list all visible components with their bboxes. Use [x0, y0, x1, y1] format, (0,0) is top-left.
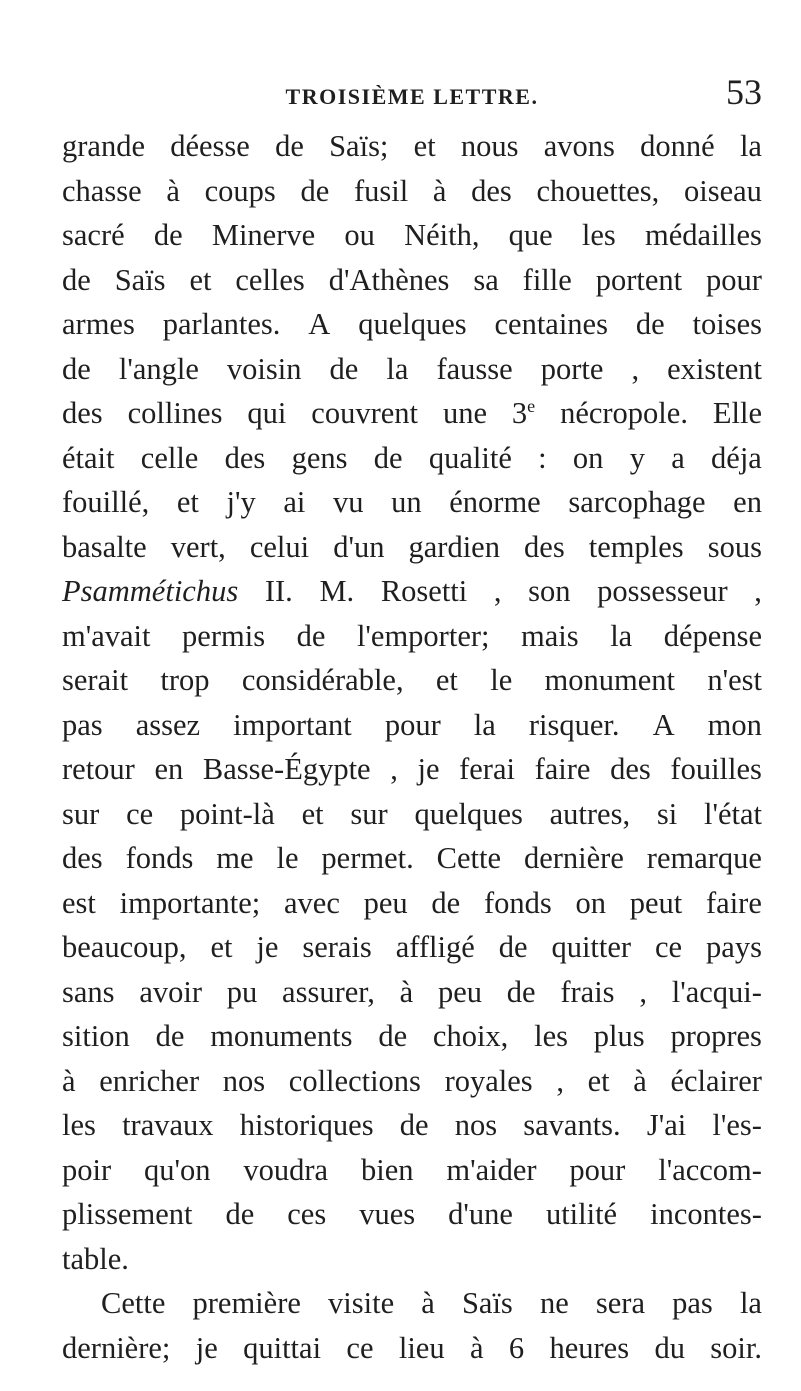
- word: on: [575, 885, 606, 920]
- word: assez: [135, 707, 201, 742]
- text-line: [62, 258, 762, 303]
- word: :: [538, 440, 547, 475]
- word: les: [62, 1108, 96, 1142]
- word: éclairer: [670, 1063, 762, 1098]
- word: Saïs;: [329, 129, 389, 163]
- word: frais: [560, 974, 615, 1009]
- word: l'acqui-: [671, 974, 762, 1009]
- word: de: [373, 440, 403, 475]
- text-line: [62, 124, 762, 169]
- word: voudra: [243, 1152, 329, 1187]
- word: est: [62, 885, 96, 920]
- word: ferai: [459, 752, 515, 786]
- word: du: [654, 1330, 685, 1365]
- text-line: [62, 658, 762, 703]
- word: fonds: [483, 885, 552, 920]
- word: ,: [493, 574, 502, 608]
- word: l'état: [704, 796, 762, 831]
- word: possesseur: [597, 574, 728, 608]
- word: à: [432, 173, 447, 208]
- word: vu: [333, 485, 364, 519]
- word: permet.: [321, 841, 414, 875]
- word: l'accom-: [658, 1152, 762, 1187]
- word: nos: [222, 1063, 266, 1098]
- text-line: [62, 1192, 762, 1237]
- word: heures: [549, 1330, 630, 1365]
- word: n'est: [707, 663, 762, 697]
- word: de: [62, 351, 91, 386]
- word: des: [610, 752, 651, 786]
- word: poir: [62, 1152, 112, 1187]
- word: le: [276, 841, 299, 875]
- word: serais: [302, 930, 372, 964]
- word: risquer.: [528, 707, 620, 742]
- text-line: [62, 925, 762, 970]
- word: la: [739, 1286, 762, 1320]
- text-line: [62, 480, 762, 525]
- word: temples: [588, 529, 684, 564]
- word: à: [166, 173, 180, 208]
- word: II.: [264, 574, 293, 608]
- word: pays: [706, 930, 762, 964]
- word: de: [399, 1108, 429, 1142]
- word: sur: [62, 796, 100, 831]
- word: la: [386, 351, 409, 386]
- word: qualité: [428, 440, 512, 475]
- word: mais: [521, 618, 579, 653]
- text-line: [62, 302, 762, 347]
- word: parlantes.: [162, 307, 281, 341]
- word: sarcophage: [568, 485, 706, 519]
- word: ce: [126, 796, 154, 831]
- word: pour: [706, 262, 762, 297]
- word: ces: [287, 1197, 327, 1231]
- word: gens: [291, 440, 348, 475]
- word: monuments: [210, 1019, 353, 1053]
- word: en: [154, 752, 184, 786]
- text-line: [62, 836, 762, 881]
- word: ou: [344, 218, 375, 252]
- word: quitter: [551, 930, 632, 964]
- text-line: [62, 703, 762, 748]
- word: d'un: [333, 529, 385, 564]
- word: ai: [283, 485, 306, 519]
- word: affligé: [395, 930, 475, 964]
- word: de: [498, 930, 528, 964]
- word: de: [329, 351, 359, 386]
- word: nécropole.: [560, 396, 688, 430]
- word: chasse: [62, 173, 142, 208]
- word: l'angle: [118, 351, 199, 386]
- word: de: [296, 618, 326, 653]
- word: plissement: [62, 1197, 193, 1231]
- word: Basse-Égypte: [202, 752, 371, 786]
- word: en: [733, 485, 762, 519]
- word: a: [671, 440, 685, 475]
- word: 3e: [511, 395, 536, 430]
- word: et: [176, 485, 199, 519]
- word: basalte: [62, 529, 147, 564]
- word: collines: [127, 396, 223, 430]
- word: quelques: [414, 796, 523, 831]
- text-line: [62, 747, 762, 792]
- word: peu: [363, 885, 408, 920]
- word: existent: [667, 351, 762, 386]
- word: peu: [437, 974, 482, 1009]
- word: oiseau: [684, 173, 762, 208]
- word: A: [652, 707, 675, 742]
- word: travaux: [122, 1108, 214, 1142]
- word: historiques: [239, 1108, 374, 1142]
- word: me: [216, 841, 254, 875]
- running-title: TROISIÈME LETTRE.: [285, 84, 539, 109]
- word: qu'on: [144, 1152, 211, 1187]
- word: et: [413, 129, 436, 163]
- word: faire: [706, 885, 762, 920]
- word: quittai: [243, 1330, 322, 1365]
- text-line: [62, 614, 762, 659]
- word: remarque: [646, 841, 762, 875]
- word: à: [633, 1063, 647, 1098]
- word: Cette: [101, 1286, 166, 1320]
- word: chouettes,: [536, 173, 660, 208]
- word: je: [195, 1330, 218, 1365]
- word: retour: [62, 752, 135, 786]
- word: la: [610, 618, 633, 653]
- word: médailles: [645, 218, 762, 252]
- word: bien: [360, 1152, 414, 1187]
- word: fausse: [436, 351, 513, 386]
- text-line: [62, 1059, 762, 1104]
- word: importante;: [119, 885, 261, 920]
- word: A: [308, 307, 331, 341]
- word: à: [62, 1063, 76, 1098]
- word: un: [391, 485, 422, 519]
- word: d'une: [448, 1197, 513, 1231]
- word: des: [62, 841, 103, 875]
- word: pour: [384, 707, 441, 742]
- word: était: [62, 440, 115, 475]
- word: trop: [160, 663, 210, 697]
- word: dépense: [663, 618, 762, 653]
- text-line: [62, 213, 762, 258]
- word: coups: [204, 173, 276, 208]
- word: à: [399, 974, 414, 1009]
- word: monument: [544, 663, 676, 697]
- word: le: [490, 663, 513, 697]
- word: M.: [319, 574, 355, 608]
- word: Saïs: [114, 262, 166, 297]
- word: ,: [390, 752, 398, 786]
- word: soir.: [710, 1330, 762, 1365]
- word: quelques: [358, 307, 467, 341]
- word: de: [300, 173, 330, 208]
- word: de: [275, 129, 304, 163]
- word: de: [62, 262, 91, 297]
- word: de: [635, 307, 665, 341]
- text-line: [62, 1281, 762, 1326]
- word: sera: [595, 1286, 645, 1320]
- word: déja: [711, 440, 762, 475]
- word: Rosetti: [380, 574, 468, 608]
- word: des: [471, 173, 512, 208]
- word: celui: [249, 529, 310, 564]
- word: son: [528, 574, 571, 608]
- word: des: [62, 396, 103, 430]
- word: pas: [62, 707, 103, 742]
- word: enricher: [99, 1063, 200, 1098]
- text-line: [62, 436, 762, 481]
- word: de: [378, 1019, 408, 1053]
- word: déesse: [170, 129, 250, 163]
- word: je: [417, 752, 440, 786]
- word: ,: [556, 1063, 564, 1098]
- word: avoir: [139, 974, 202, 1009]
- text-line: [62, 1148, 762, 1193]
- word: vues: [359, 1197, 416, 1231]
- word: plus: [593, 1019, 645, 1053]
- word: sition: [62, 1019, 130, 1053]
- word: assurer,: [282, 974, 375, 1009]
- word: grande: [62, 129, 145, 163]
- word: de: [225, 1197, 255, 1231]
- word: choix,: [432, 1019, 509, 1053]
- word: beaucoup,: [62, 930, 187, 964]
- word: Minerve: [211, 218, 316, 252]
- word: les: [581, 218, 616, 252]
- word: nos: [454, 1108, 498, 1142]
- word: et: [189, 262, 212, 297]
- page-number: 53: [726, 72, 762, 112]
- body-text: [62, 124, 762, 1370]
- word: utilité: [545, 1197, 618, 1231]
- word: sacré: [62, 218, 125, 252]
- word: celles: [235, 262, 305, 297]
- word: y: [629, 440, 645, 475]
- word: dernière;: [62, 1330, 171, 1365]
- running-head: [62, 74, 762, 114]
- word: m'avait: [62, 618, 151, 653]
- word: autres,: [549, 796, 631, 831]
- text-line: [62, 391, 762, 436]
- word: royales: [444, 1063, 533, 1098]
- word: d'Athènes: [328, 262, 450, 297]
- word: sans: [62, 974, 115, 1009]
- word: point-là: [179, 796, 275, 831]
- text-line: [62, 169, 762, 214]
- text-line: [62, 1103, 762, 1148]
- word: la: [739, 129, 762, 163]
- word: des: [224, 440, 266, 475]
- word: l'emporter;: [356, 618, 490, 653]
- word: porte: [540, 351, 604, 386]
- word: 6: [508, 1330, 525, 1365]
- italic-word: Psammétichus: [62, 574, 239, 608]
- text-line: [62, 1237, 762, 1282]
- word: Cette: [436, 841, 502, 875]
- text-line: [62, 569, 762, 614]
- word: qui: [247, 396, 287, 430]
- word: sa: [473, 262, 499, 297]
- word: des: [524, 529, 565, 564]
- word: la: [473, 707, 496, 742]
- word: m'aider: [446, 1152, 537, 1187]
- word: vert,: [170, 529, 226, 564]
- word: couvrent: [311, 396, 419, 430]
- word: pu: [226, 974, 258, 1009]
- word: j'y: [226, 485, 256, 519]
- word: propres: [670, 1019, 762, 1053]
- word: fonds: [125, 841, 194, 875]
- word: à: [469, 1330, 484, 1365]
- word: fouilles: [670, 752, 762, 786]
- word: serait: [62, 663, 129, 697]
- text-line: [62, 1014, 762, 1059]
- text-line: [62, 1326, 762, 1371]
- word: à: [421, 1286, 435, 1320]
- word: pas: [672, 1286, 713, 1320]
- word: ce: [346, 1330, 374, 1365]
- word: J'ai: [646, 1108, 687, 1142]
- word: on: [572, 440, 604, 475]
- word: ce: [655, 930, 683, 964]
- word: toises: [692, 307, 762, 341]
- word: peut: [629, 885, 683, 920]
- word: ne: [539, 1286, 569, 1320]
- word: incontes-: [650, 1197, 762, 1231]
- text-line: [62, 792, 762, 837]
- word: centaines: [494, 307, 608, 341]
- word: lieu: [398, 1330, 445, 1365]
- word: table.: [62, 1241, 129, 1276]
- word: nous: [460, 129, 519, 163]
- word: de: [153, 218, 183, 252]
- word: première: [192, 1286, 301, 1320]
- word: et: [587, 1063, 610, 1098]
- word: une: [442, 396, 487, 430]
- word: mon: [707, 707, 762, 742]
- text-line: [62, 970, 762, 1015]
- word: fusil: [353, 173, 409, 208]
- word: portent: [595, 262, 683, 297]
- word: avec: [284, 885, 340, 920]
- word: de: [155, 1019, 185, 1053]
- word: sur: [350, 796, 388, 831]
- word: de: [431, 885, 461, 920]
- word: gardien: [408, 529, 500, 564]
- word: armes: [62, 307, 135, 341]
- word: l'es-: [712, 1108, 762, 1142]
- word: si: [656, 796, 678, 831]
- word: faire: [534, 752, 591, 786]
- word: et: [210, 930, 233, 964]
- word: Saïs: [461, 1286, 513, 1320]
- word: voisin: [226, 351, 302, 386]
- text-line: [62, 347, 762, 392]
- word: visite: [328, 1286, 395, 1320]
- word: considérable,: [241, 663, 404, 697]
- superscript: e: [527, 395, 536, 416]
- word: Elle: [712, 396, 762, 430]
- word: savants.: [523, 1108, 621, 1142]
- text-line: [62, 525, 762, 570]
- word: je: [256, 930, 279, 964]
- word: collections: [288, 1063, 421, 1098]
- word: Néith,: [404, 218, 480, 252]
- word: et: [435, 663, 458, 697]
- word: pour: [569, 1152, 626, 1187]
- word: avons: [543, 129, 615, 163]
- word: que: [508, 218, 553, 252]
- word: ,: [639, 974, 647, 1009]
- word: de: [506, 974, 536, 1009]
- word: les: [534, 1019, 568, 1053]
- text-line: [62, 881, 762, 926]
- word: fouillé,: [62, 485, 150, 519]
- word: et: [301, 796, 324, 831]
- word: énorme: [449, 485, 541, 519]
- word: ,: [631, 351, 640, 386]
- word: ,: [754, 574, 762, 608]
- word: dernière: [523, 841, 624, 875]
- word: permis: [182, 618, 266, 653]
- word: celle: [140, 440, 199, 475]
- word: important: [233, 707, 352, 742]
- word: fille: [522, 262, 572, 297]
- word: donné: [640, 129, 715, 163]
- word: sous: [707, 529, 762, 564]
